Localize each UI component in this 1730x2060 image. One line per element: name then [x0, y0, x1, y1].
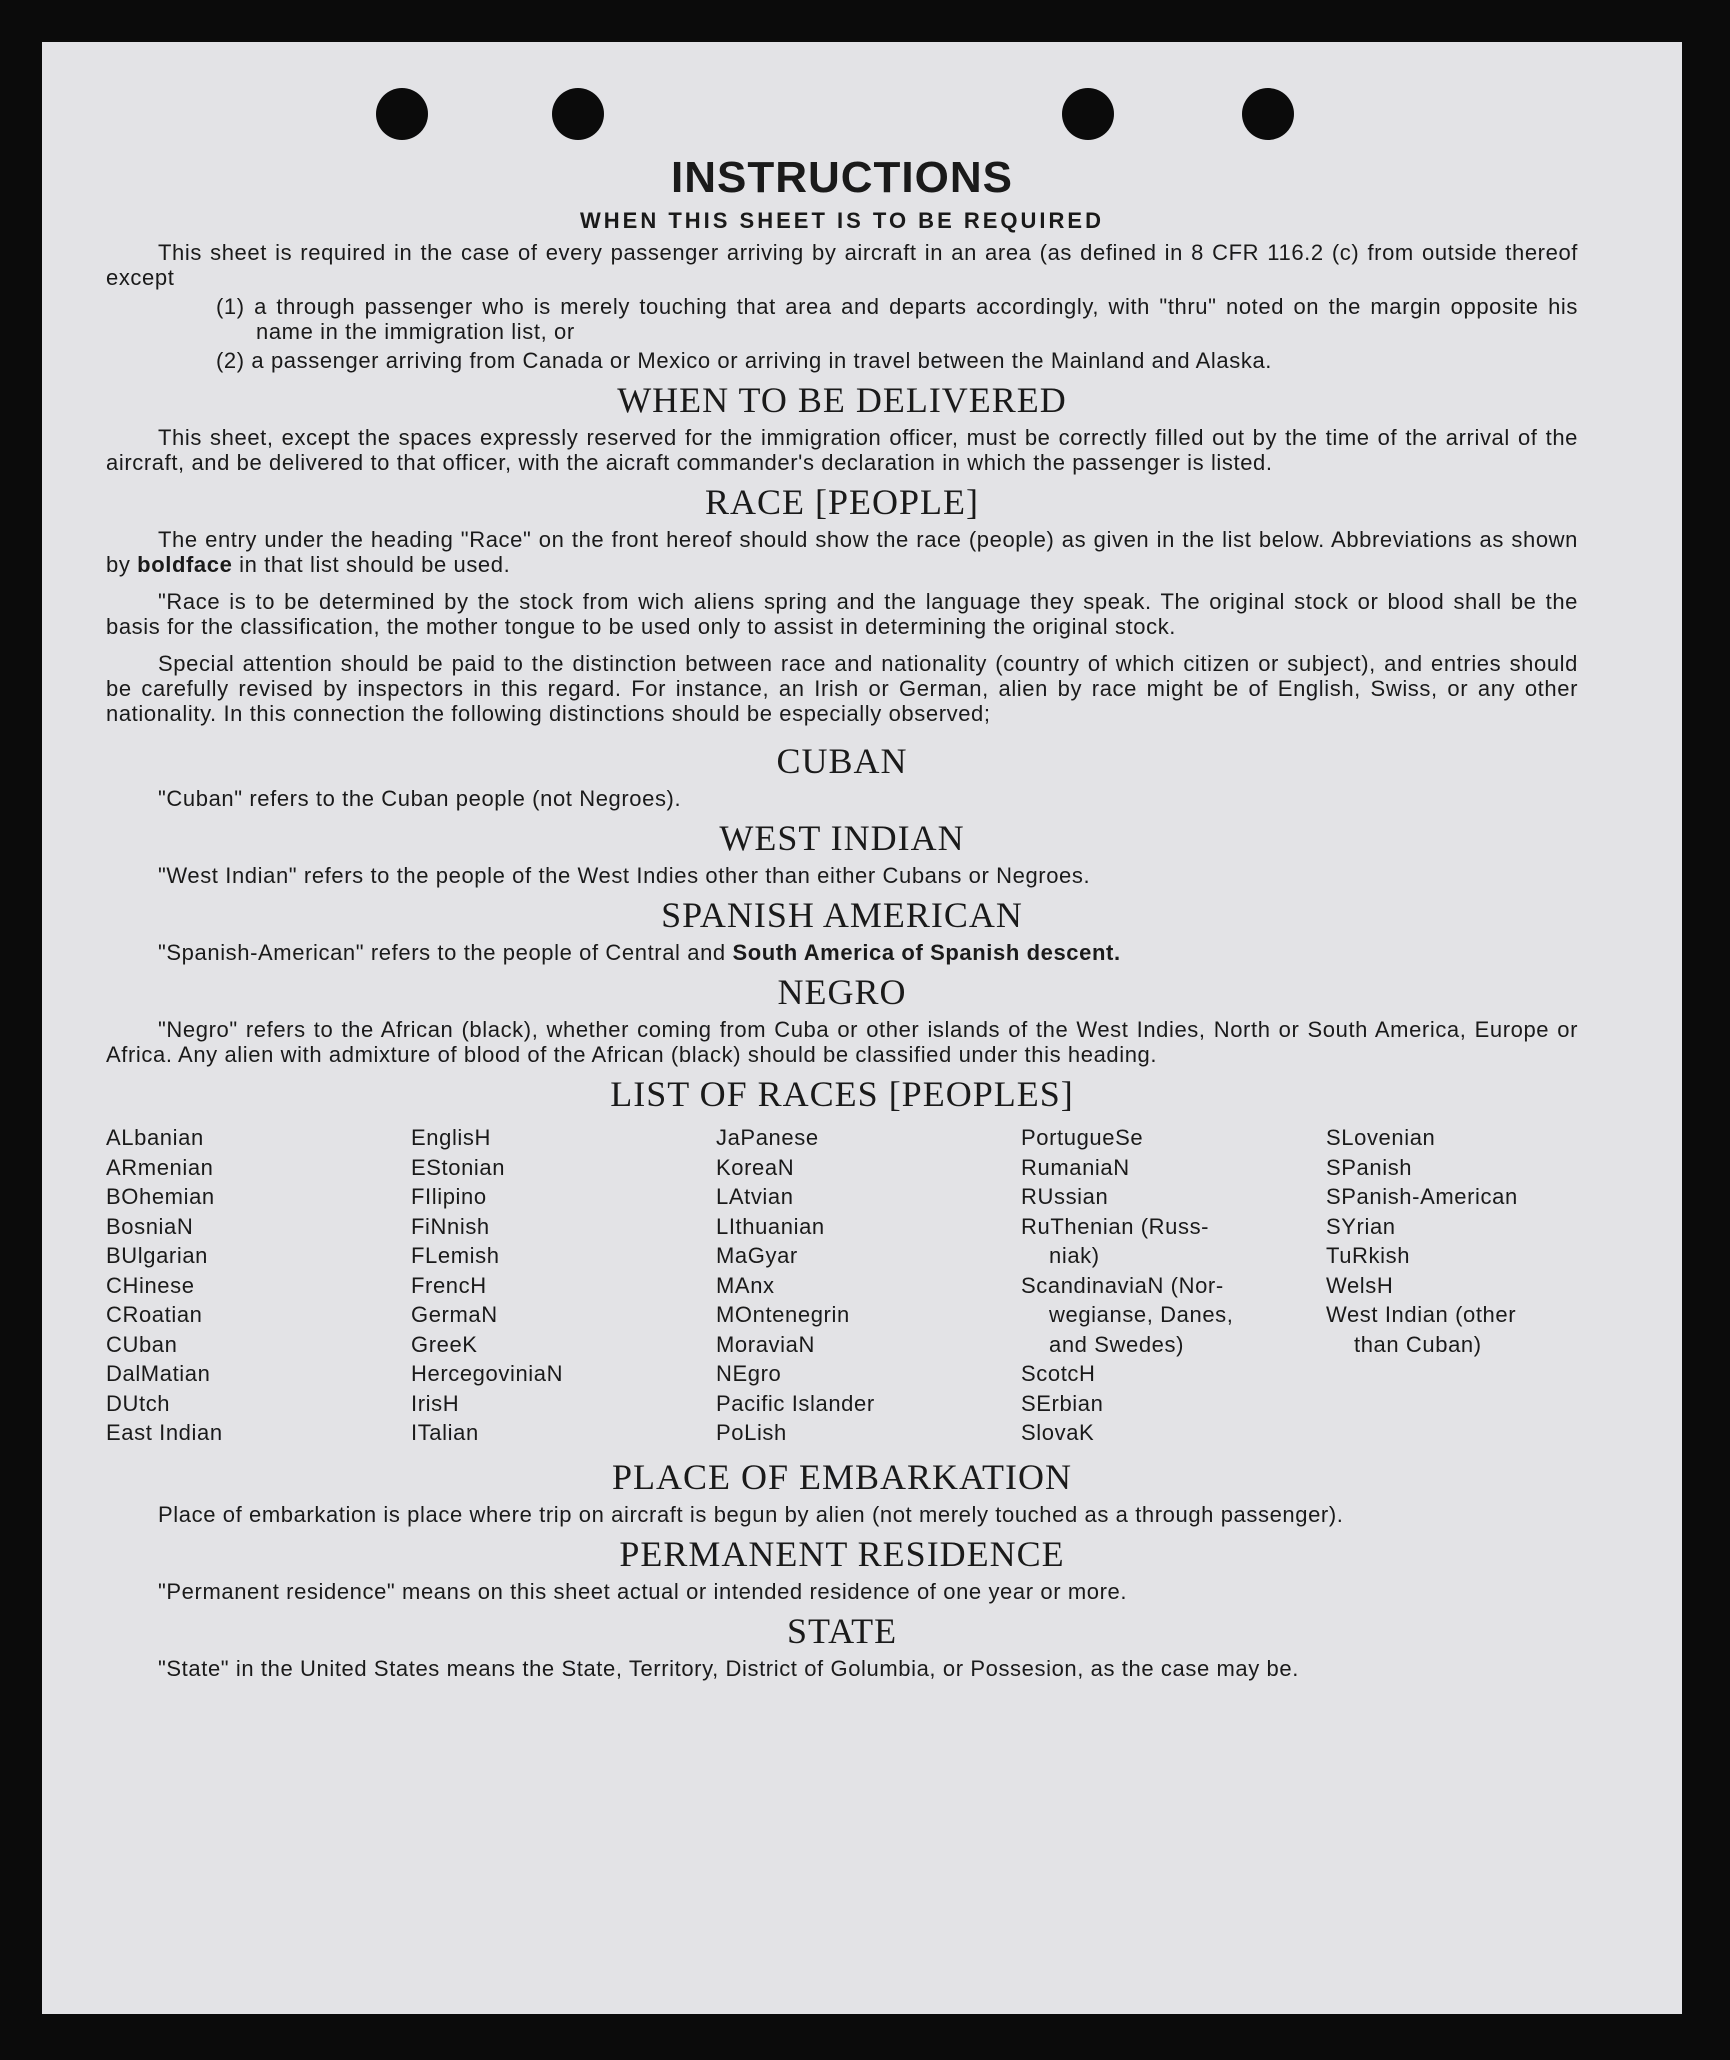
race-entry: CUban [106, 1331, 178, 1357]
race-entry: WelsH [1326, 1272, 1394, 1298]
race-entry: KoreaN [716, 1154, 795, 1180]
west-indian-heading: WEST INDIAN [719, 818, 965, 858]
race-entry: BosniaN [106, 1213, 194, 1239]
race-entry: FIlipino [411, 1184, 487, 1209]
race-entry: LAtvian [716, 1184, 794, 1209]
race-entry: SPanish [1326, 1154, 1413, 1180]
races-column [1021, 1123, 1326, 1448]
race-entry: ScandinaviaN (Nor- [1021, 1272, 1224, 1298]
race-entry: CHinese [106, 1272, 195, 1298]
race-entry: than Cuban) [1354, 1331, 1482, 1357]
cuban-heading: CUBAN [776, 741, 908, 781]
race-entry: DUtch [106, 1390, 171, 1416]
race-entry: CRoatian [106, 1302, 203, 1327]
race-paragraph-2: "Race is to be determined by the stock from wich aliens spring and the language they speak. The original stock or blood shall be the basis for the classification, the mother tongue to be used only to assist in determining the original stock. [106, 589, 1578, 639]
west-indian-text: "West Indian" refers to the people of the West Indies other than either Cubans or Negroes. [158, 863, 1091, 888]
race-entry: DalMatian [106, 1361, 211, 1386]
race-entry: SYrian [1326, 1213, 1396, 1239]
race-entry: East Indian [106, 1420, 223, 1445]
race-entry: GermaN [411, 1302, 498, 1327]
punch-hole [376, 88, 428, 140]
race-entry: RumaniaN [1021, 1154, 1130, 1180]
race-paragraph-3: Special attention should be paid to the distinction between race and nationality (country of which citizen or subject), and entries should be carefully revised by inspectors in this regard. For instance, an Irish or German, alien by race might be of English, Swiss, or any other nationality. In this connection the following distinctions should be especially observed; [106, 651, 1578, 726]
race-entry: GreeK [411, 1331, 478, 1357]
when-delivered-heading: WHEN TO BE DELIVERED [617, 380, 1067, 420]
negro-heading: NEGRO [777, 972, 907, 1012]
state-heading: STATE [786, 1610, 898, 1651]
race-entry: RUssian [1021, 1184, 1109, 1209]
race-entry: ALbanian [106, 1125, 204, 1150]
race-entry: FrencH [411, 1272, 487, 1298]
race-paragraph-1: The entry under the heading "Race" on the front hereof should show the race (people) as given in the list below. Abbreviations as shown by boldface in that list should be used. [106, 527, 1578, 577]
spanish-american-heading: SPANISH AMERICAN [661, 895, 1023, 935]
race-entry: ARmenian [106, 1154, 214, 1180]
race-entry: PoLish [716, 1420, 787, 1445]
race-entry: JaPanese [716, 1125, 819, 1150]
permanent-residence-heading: PERMANENT RESIDENCE [619, 1533, 1065, 1574]
race-entry: BOhemian [106, 1184, 215, 1209]
race-entry: wegianse, Danes, [1049, 1302, 1234, 1327]
race-entry: HercegoviniaN [411, 1361, 564, 1386]
state-text: "State" in the United States means the State, Territory, District of Golumbia, or Possesion, as the case may be. [158, 1655, 1299, 1681]
embarkation-text: Place of embarkation is place where trip on aircraft is begun by alien (not merely touched as a through passenger). [158, 1501, 1344, 1527]
when-required-intro: This sheet is required in the case of every passenger arriving by aircraft in an area (as defined in 8 CFR 116.2 (c) from outside thereof except [106, 240, 1578, 290]
punch-hole [552, 88, 604, 140]
race-entry: Pacific Islander [716, 1390, 875, 1416]
exception-item-1: (1) a through passenger who is merely touching that area and departs accordingly, with "thru" noted on the margin opposite his name in the immigration list, or [216, 294, 1578, 344]
race-entry: IrisH [411, 1390, 460, 1416]
race-entry: ITalian [411, 1420, 479, 1445]
punch-hole [1062, 88, 1114, 140]
when-required-heading: WHEN THIS SHEET IS TO BE REQUIRED [580, 208, 1104, 233]
punch-hole [1242, 88, 1294, 140]
race-entry: niak) [1049, 1243, 1100, 1268]
race-entry: TuRkish [1326, 1243, 1411, 1268]
race-entry: and Swedes) [1049, 1331, 1185, 1357]
race-entry: SPanish-American [1326, 1184, 1518, 1209]
race-entry: RuThenian (Russ- [1021, 1213, 1210, 1239]
race-heading: RACE [PEOPLE] [705, 482, 979, 522]
race-entry: ScotcH [1021, 1361, 1096, 1386]
exception-item-2: (2) a passenger arriving from Canada or Mexico or arriving in travel between the Mainland and Alaska. [216, 348, 1272, 373]
race-entry: NEgro [716, 1361, 782, 1386]
embarkation-heading: PLACE OF EMBARKATION [611, 1456, 1073, 1497]
race-entry: FiNnish [411, 1213, 490, 1239]
list-of-races-heading: LIST OF RACES [PEOPLES] [610, 1074, 1074, 1114]
race-entry: West Indian (other [1326, 1302, 1517, 1327]
race-entry: MAnx [716, 1272, 775, 1298]
page-title: INSTRUCTIONS [671, 153, 1013, 202]
document-page [42, 42, 1682, 2014]
race-entry: EnglisH [411, 1125, 492, 1150]
race-entry: SLovenian [1326, 1125, 1436, 1150]
race-entry: MoraviaN [716, 1331, 815, 1357]
race-entry: EStonian [411, 1154, 506, 1180]
races-column [106, 1123, 411, 1448]
races-column [1326, 1123, 1586, 1448]
spanish-american-text: "Spanish-American" refers to the people of Central and South America of Spanish descent. [158, 940, 1121, 965]
race-entry: PortugueSe [1021, 1125, 1144, 1150]
race-entry: SlovaK [1021, 1420, 1095, 1445]
race-entry: BUlgarian [106, 1243, 209, 1268]
permanent-residence-text: "Permanent residence" means on this sheet actual or intended residence of one year or more. [158, 1578, 1128, 1604]
races-column [716, 1123, 1021, 1448]
races-column [411, 1123, 716, 1448]
race-entry: LIthuanian [716, 1213, 825, 1239]
negro-text: "Negro" refers to the African (black), whether coming from Cuba or other islands of the West Indies, North or South America, Europe or Africa. Any alien with admixture of blood of the African (black) should be classified under this heading. [106, 1017, 1578, 1067]
cuban-text: "Cuban" refers to the Cuban people (not Negroes). [158, 786, 682, 811]
when-delivered-text: This sheet, except the spaces expressly reserved for the immigration officer, must be correctly filled out by the time of the arrival of the aircraft, and be delivered to that officer, with the aicraft commander's declaration in which the passenger is listed. [106, 425, 1578, 475]
race-entry: MOntenegrin [716, 1302, 850, 1327]
race-entry: MaGyar [716, 1243, 798, 1268]
race-entry: SErbian [1021, 1390, 1104, 1416]
race-entry: FLemish [411, 1243, 500, 1268]
races-list [106, 1123, 1578, 1448]
